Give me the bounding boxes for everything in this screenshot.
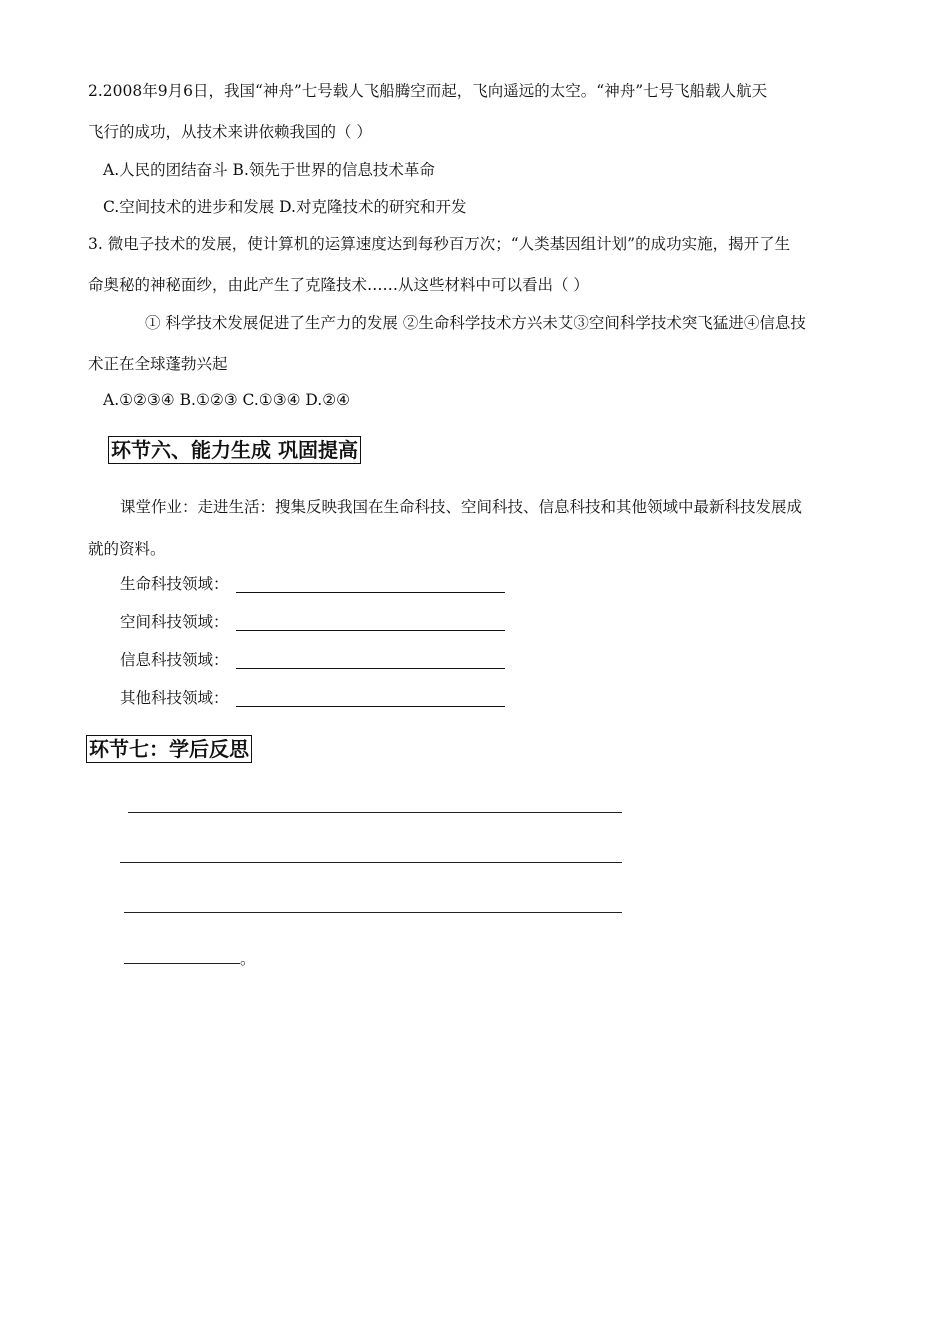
q3-stem-line1: 3. 微电子技术的发展，使计算机的运算速度达到每秒百万次；“人类基因组计划”的成功实施，揭开了生 xyxy=(88,235,791,253)
reflection-line-4[interactable] xyxy=(124,963,240,964)
q2-stem-line1: 2.2008年9月6日，我国“神舟”七号载人飞船腾空而起，飞向遥远的太空。“神舟”七号飞船载人航天 xyxy=(88,82,768,100)
q3-statements-line1: ① 科学技术发展促进了生产力的发展 ②生命科学技术方兴未艾③空间科学技术突飞猛进④信息技 xyxy=(145,314,806,332)
section6-heading: 环节六、能力生成 巩固提高 xyxy=(108,436,361,464)
q3-stem-line2: 命奥秘的神秘面纱，由此产生了克隆技术……从这些材料中可以看出（ ） xyxy=(88,276,589,294)
field-blank-info-science[interactable] xyxy=(236,668,505,669)
q2-stem-line2: 飞行的成功，从技术来讲依赖我国的（ ） xyxy=(88,123,372,141)
field-label-space-science: 空间科技领域： xyxy=(120,613,229,631)
field-blank-space-science[interactable] xyxy=(236,630,505,631)
q3-options: A.①②③④ B.①②③ C.①③④ D.②④ xyxy=(103,391,351,409)
field-blank-other-science[interactable] xyxy=(236,706,505,707)
reflection-line-3[interactable] xyxy=(124,912,622,913)
q3-statements-line2: 术正在全球蓬勃兴起 xyxy=(88,355,228,373)
reflection-line-2[interactable] xyxy=(120,862,622,863)
field-label-life-science: 生命科技领域： xyxy=(120,575,229,593)
reflection-end-mark: 。 xyxy=(240,950,256,968)
reflection-line-1[interactable] xyxy=(128,812,622,813)
q2-options-cd: C.空间技术的进步和发展 D.对克隆技术的研究和开发 xyxy=(103,198,467,216)
q2-options-ab: A.人民的团结奋斗 B.领先于世界的信息技术革命 xyxy=(103,161,435,179)
field-label-info-science: 信息科技领域： xyxy=(120,651,229,669)
field-blank-life-science[interactable] xyxy=(236,592,505,593)
field-label-other-science: 其他科技领域： xyxy=(120,689,229,707)
section6-homework-line1: 课堂作业：走进生活：搜集反映我国在生命科技、空间科技、信息科技和其他领域中最新科技发展成 xyxy=(120,498,803,516)
section7-heading: 环节七：学后反思 xyxy=(86,735,252,763)
section6-homework-line2: 就的资料。 xyxy=(88,540,166,558)
